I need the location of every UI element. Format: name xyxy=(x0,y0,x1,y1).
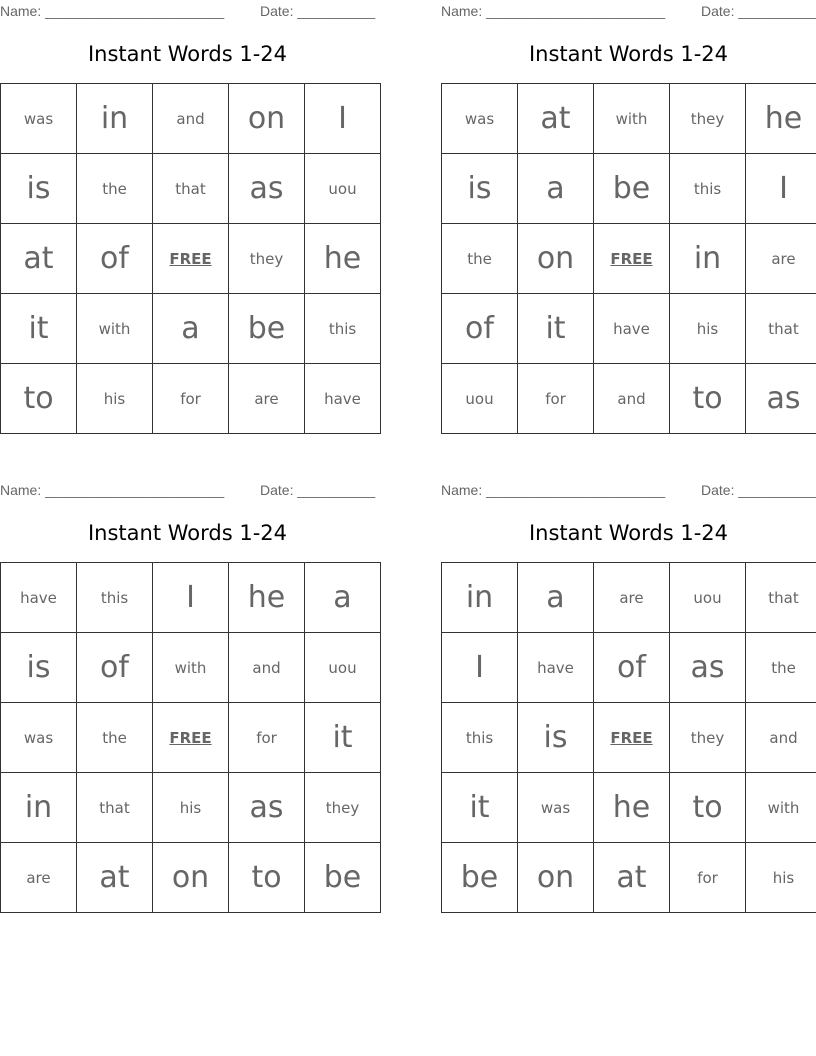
word-cell: as xyxy=(229,773,305,843)
grid-row xyxy=(1,154,381,224)
word-cell: with xyxy=(746,773,816,843)
bingo-grid xyxy=(0,83,381,434)
word-cell: be xyxy=(305,843,381,913)
word-cell: this xyxy=(442,703,518,773)
word-cell: they xyxy=(229,224,305,294)
date-field: Date: __________ xyxy=(260,3,376,19)
word-cell: a xyxy=(153,294,229,364)
word-cell: a xyxy=(518,154,594,224)
word-cell: his xyxy=(670,294,746,364)
word-cell: it xyxy=(1,294,77,364)
card-title: Instant Words 1-24 xyxy=(87,521,288,545)
word-cell: was xyxy=(518,773,594,843)
word-cell: it xyxy=(518,294,594,364)
word-cell: have xyxy=(594,294,670,364)
word-cell: have xyxy=(1,563,77,633)
free-space-cell: FREE xyxy=(153,703,229,773)
word-cell: at xyxy=(594,843,670,913)
word-cell: that xyxy=(746,563,816,633)
word-cell: with xyxy=(594,84,670,154)
word-cell: his xyxy=(77,364,153,434)
word-cell: have xyxy=(305,364,381,434)
word-cell: be xyxy=(594,154,670,224)
word-cell: this xyxy=(305,294,381,364)
word-cell: of xyxy=(442,294,518,364)
word-cell: are xyxy=(1,843,77,913)
word-cell: on xyxy=(518,224,594,294)
word-cell: and xyxy=(153,84,229,154)
word-cell: in xyxy=(670,224,746,294)
grid-row xyxy=(1,843,381,913)
name-field: Name: _______________________ xyxy=(441,3,666,19)
word-cell: in xyxy=(1,773,77,843)
word-cell: on xyxy=(229,84,305,154)
word-cell: at xyxy=(77,843,153,913)
grid-row xyxy=(1,563,381,633)
bingo-grid xyxy=(0,562,381,913)
grid-row xyxy=(442,84,816,154)
word-cell: his xyxy=(153,773,229,843)
grid-row xyxy=(442,773,816,843)
word-cell: at xyxy=(518,84,594,154)
name-field: Name: _______________________ xyxy=(0,482,225,498)
word-cell: it xyxy=(442,773,518,843)
word-cell: of xyxy=(77,224,153,294)
word-cell: uou xyxy=(305,154,381,224)
word-cell: this xyxy=(77,563,153,633)
free-space-cell: FREE xyxy=(594,703,670,773)
word-cell: at xyxy=(1,224,77,294)
word-cell: on xyxy=(153,843,229,913)
grid-row xyxy=(1,294,381,364)
word-cell: in xyxy=(77,84,153,154)
word-cell: as xyxy=(746,364,816,434)
grid-row xyxy=(1,633,381,703)
word-cell: is xyxy=(442,154,518,224)
word-cell: he xyxy=(746,84,816,154)
bingo-grid xyxy=(441,83,816,434)
name-field: Name: _______________________ xyxy=(441,482,666,498)
word-cell: of xyxy=(594,633,670,703)
grid-row xyxy=(442,154,816,224)
free-space-cell: FREE xyxy=(153,224,229,294)
word-cell: that xyxy=(746,294,816,364)
word-cell: is xyxy=(1,633,77,703)
word-cell: was xyxy=(1,703,77,773)
word-cell: they xyxy=(670,84,746,154)
word-cell: I xyxy=(153,563,229,633)
word-cell: uou xyxy=(442,364,518,434)
card-title: Instant Words 1-24 xyxy=(528,521,729,545)
word-cell: as xyxy=(670,633,746,703)
word-cell: for xyxy=(518,364,594,434)
word-cell: his xyxy=(746,843,816,913)
word-cell: he xyxy=(594,773,670,843)
word-cell: with xyxy=(77,294,153,364)
grid-row xyxy=(1,703,381,773)
word-cell: is xyxy=(518,703,594,773)
word-cell: and xyxy=(746,703,816,773)
word-cell: with xyxy=(153,633,229,703)
grid-row xyxy=(442,843,816,913)
word-cell: in xyxy=(442,563,518,633)
grid-row xyxy=(442,633,816,703)
word-cell: as xyxy=(229,154,305,224)
card-header xyxy=(0,0,375,20)
word-cell: and xyxy=(229,633,305,703)
word-cell: they xyxy=(305,773,381,843)
word-cell: to xyxy=(670,364,746,434)
word-cell: this xyxy=(670,154,746,224)
word-cell: are xyxy=(229,364,305,434)
free-space-cell: FREE xyxy=(594,224,670,294)
word-cell: they xyxy=(670,703,746,773)
word-cell: uou xyxy=(670,563,746,633)
word-cell: a xyxy=(305,563,381,633)
word-cell: that xyxy=(77,773,153,843)
grid-row xyxy=(442,364,816,434)
word-cell: to xyxy=(670,773,746,843)
word-cell: I xyxy=(305,84,381,154)
card-title: Instant Words 1-24 xyxy=(87,42,288,66)
word-cell: I xyxy=(746,154,816,224)
date-field: Date: __________ xyxy=(701,482,816,498)
word-cell: it xyxy=(305,703,381,773)
word-cell: he xyxy=(229,563,305,633)
card-title: Instant Words 1-24 xyxy=(528,42,729,66)
word-cell: I xyxy=(442,633,518,703)
grid-row xyxy=(1,224,381,294)
word-cell: that xyxy=(153,154,229,224)
bingo-grid xyxy=(441,562,816,913)
word-cell: are xyxy=(594,563,670,633)
word-cell: are xyxy=(746,224,816,294)
word-cell: a xyxy=(518,563,594,633)
word-cell: to xyxy=(229,843,305,913)
word-cell: of xyxy=(77,633,153,703)
word-cell: for xyxy=(153,364,229,434)
word-cell: have xyxy=(518,633,594,703)
word-cell: the xyxy=(746,633,816,703)
grid-row xyxy=(442,563,816,633)
card-header xyxy=(441,0,816,20)
grid-row xyxy=(1,773,381,843)
name-field: Name: _______________________ xyxy=(0,3,225,19)
grid-row xyxy=(442,224,816,294)
card-header xyxy=(0,479,375,499)
word-cell: and xyxy=(594,364,670,434)
word-cell: be xyxy=(229,294,305,364)
grid-row xyxy=(442,294,816,364)
word-cell: to xyxy=(1,364,77,434)
grid-row xyxy=(1,84,381,154)
grid-row xyxy=(1,364,381,434)
date-field: Date: __________ xyxy=(701,3,816,19)
word-cell: the xyxy=(77,703,153,773)
word-cell: for xyxy=(670,843,746,913)
word-cell: on xyxy=(518,843,594,913)
word-cell: was xyxy=(1,84,77,154)
date-field: Date: __________ xyxy=(260,482,376,498)
word-cell: he xyxy=(305,224,381,294)
word-cell: was xyxy=(442,84,518,154)
word-cell: uou xyxy=(305,633,381,703)
card-header xyxy=(441,479,816,499)
word-cell: be xyxy=(442,843,518,913)
word-cell: is xyxy=(1,154,77,224)
word-cell: the xyxy=(77,154,153,224)
grid-row xyxy=(442,703,816,773)
word-cell: for xyxy=(229,703,305,773)
word-cell: the xyxy=(442,224,518,294)
